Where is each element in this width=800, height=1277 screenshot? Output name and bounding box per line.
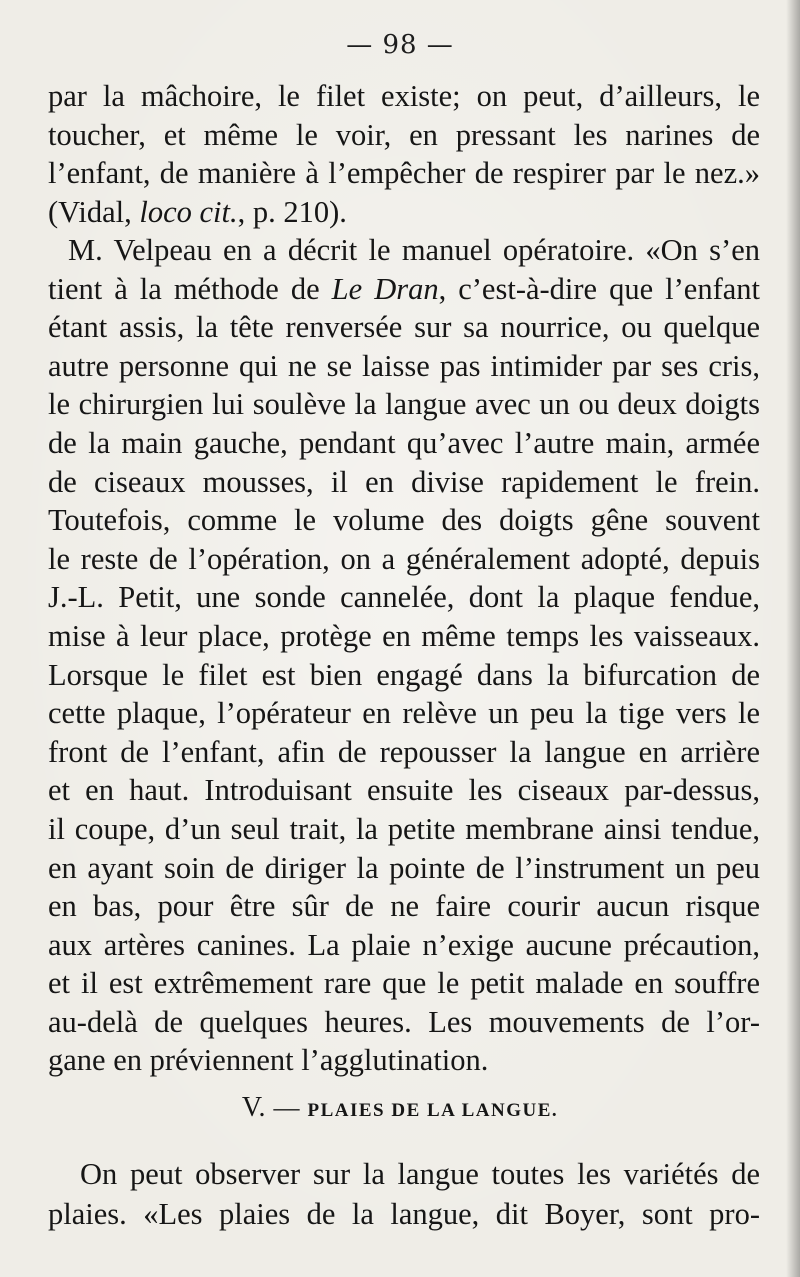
text-line: Lorsque le filet est bien engagé dans la bifurcation de xyxy=(48,657,760,692)
text-line: gane en préviennent l’agglutination. xyxy=(48,1043,489,1078)
text-line: de ciseaux mousses, il en divise rapidement le frein. xyxy=(48,464,760,499)
text-line: mise à leur place, protège en même temps les vaisseaux. xyxy=(48,618,760,653)
italic-term: Le Dran xyxy=(331,271,439,306)
text-line: par la mâchoire, le filet existe; on peut, d’ailleurs, le xyxy=(48,79,760,113)
section-numeral: V. xyxy=(241,1092,266,1123)
text-line: Toutefois, comme le volume des doigts gêne souvent xyxy=(48,503,760,538)
paragraph-velpeau xyxy=(48,231,760,1080)
paragraph-plaies xyxy=(48,1154,760,1234)
text-line: autre personne qui ne se laisse pas intimider par ses cris, xyxy=(48,348,760,383)
text-line: en bas, pour être sûr de ne faire courir aucun risque xyxy=(48,889,760,924)
text-line: en ayant soin de diriger la pointe de l’instrument un peu xyxy=(48,850,760,885)
page-number: — 98 — xyxy=(346,30,454,60)
text-line: l’enfant, de manière à l’empêcher de respirer par le nez.» xyxy=(48,156,760,191)
page-edge-shadow xyxy=(786,0,800,1277)
italic-term: loco cit. xyxy=(139,194,238,229)
text-line: cette plaque, l’opérateur en relève un peu la tige vers le xyxy=(48,696,760,731)
text-line: et en haut. Introduisant ensuite les ciseaux par-dessus, xyxy=(48,773,760,808)
section-title: PLAIES DE LA LANGUE. xyxy=(307,1100,559,1121)
text-line: et il est extrêmement rare que le petit malade en souffre xyxy=(48,966,760,1001)
text-line: toucher, et même le voir, en pressant les narines de xyxy=(48,117,760,152)
text-line: au-delà de quelques heures. Les mouvements de l’or- xyxy=(48,1004,760,1039)
text-line: aux artères canines. La plaie n’exige aucune précaution, xyxy=(48,927,760,962)
text-line: J.-L. Petit, une sonde cannelée, dont la plaque fendue, xyxy=(48,580,760,615)
text-line: le chirurgien lui soulève la langue avec un ou deux doigts xyxy=(48,387,760,422)
text-line: On peut observer sur la langue toutes les variétés de xyxy=(80,1157,760,1191)
text-line: tient à la méthode de Le Dran, c’est-à-dire que l’enfant xyxy=(48,271,760,306)
text-line: (Vidal, loco cit., p. 210). xyxy=(48,194,347,229)
text-line: le reste de l’opération, on a généralement adopté, depuis xyxy=(48,541,760,576)
section-dash: — xyxy=(273,1093,300,1122)
text-line: M. Velpeau en a décrit le manuel opératoire. «On s’en xyxy=(68,233,760,267)
section-heading xyxy=(0,1092,800,1124)
paragraph-continuation xyxy=(48,77,760,231)
text-line: front de l’enfant, afin de repousser la langue en arrière xyxy=(48,734,760,769)
text-line: de la main gauche, pendant qu’avec l’autre main, armée xyxy=(48,425,760,460)
text-line: plaies. «Les plaies de la langue, dit Boyer, sont pro- xyxy=(48,1197,760,1231)
text-line: il coupe, d’un seul trait, la petite membrane ainsi tendue, xyxy=(48,811,760,846)
text-line: étant assis, la tête renversée sur sa nourrice, ou quelque xyxy=(48,310,760,345)
